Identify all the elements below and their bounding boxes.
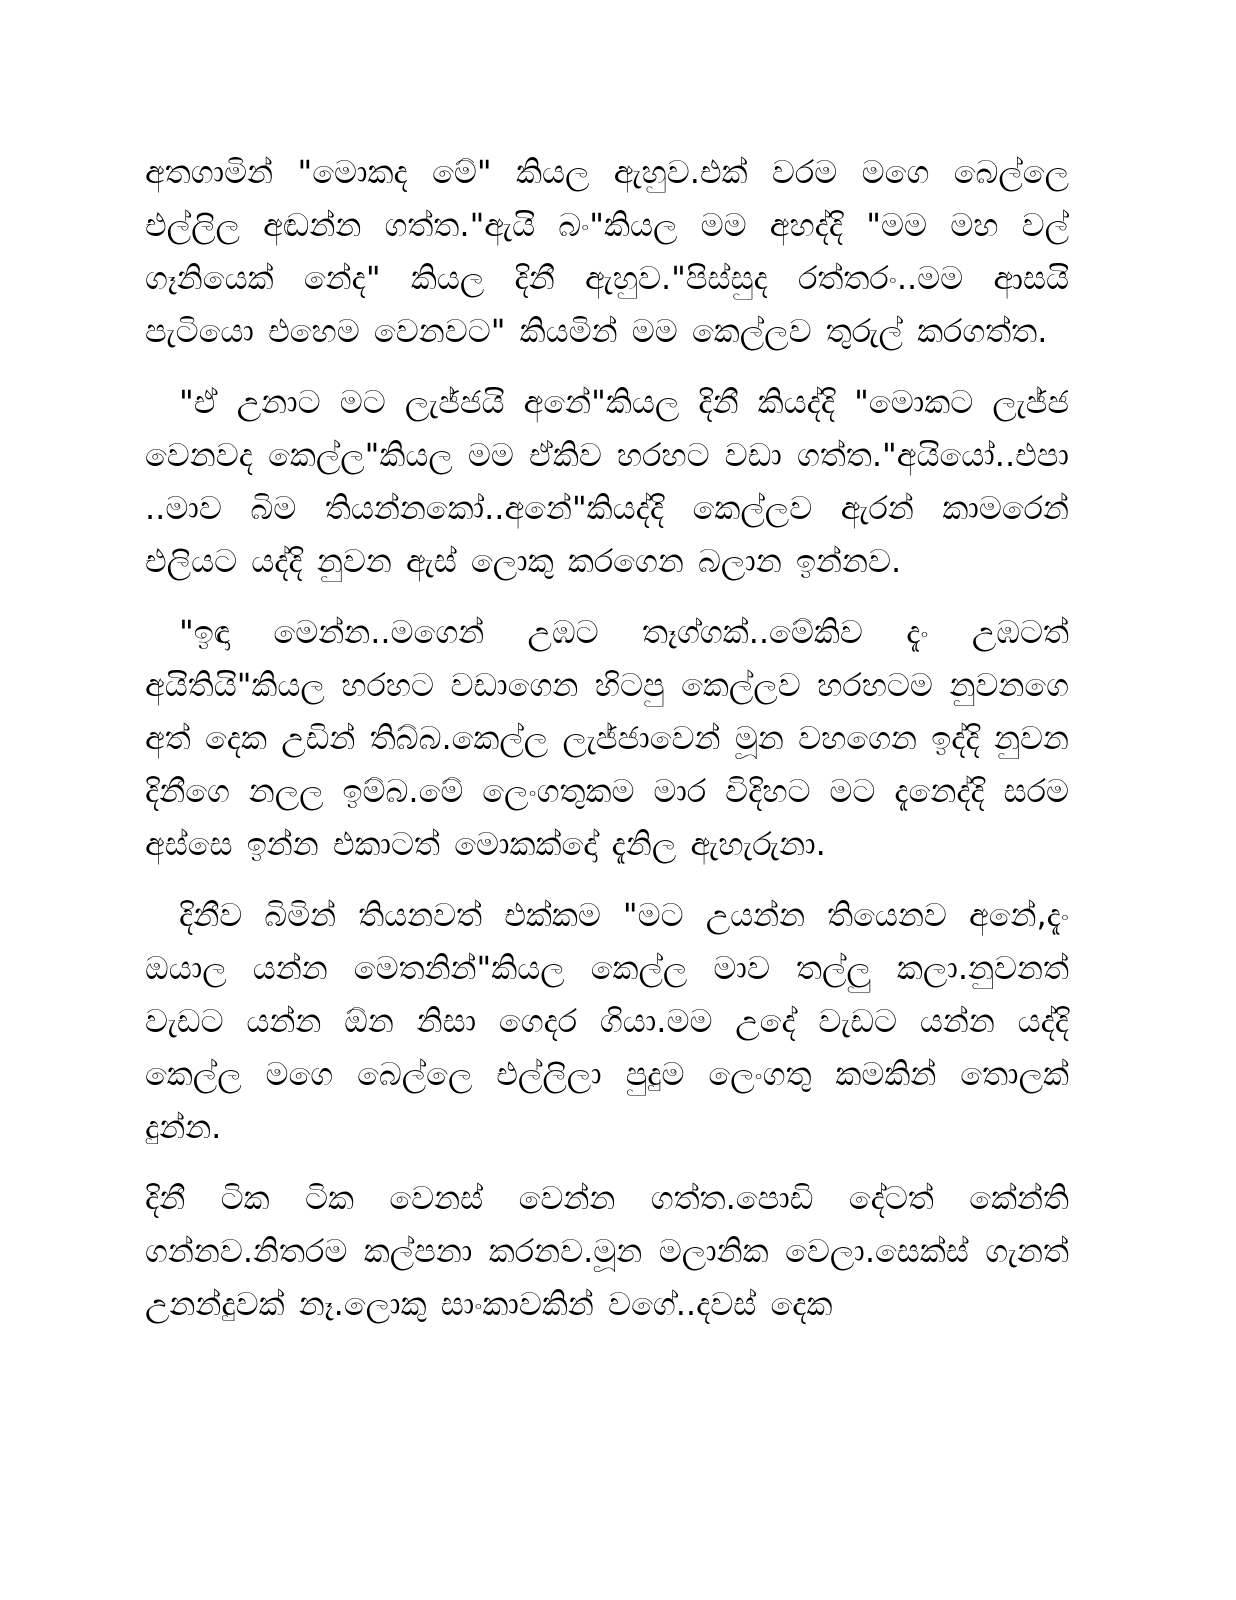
paragraph-3: "ඉඳා මෙන්න..මගෙන් උඹට තෑග්ගක්..මේකිව දැං උඹටත් අයිතියි"කියල හරහට වඩාගෙන හිටපු කෙල්ලව හරහටම නුවනගෙ අත් දෙක උඩින් තිබ්බ.කෙල්ල ලැජ්ජාවෙන් මූන වහගෙන ඉද්දි නුවන දිනීගෙ නලල ඉම්බ.මේ ලෙංගතුකම මාර විදිහට මට දැනෙද්දි සරම අස්සෙ ඉන්න එකාටත් මොකක්දෝ දැනිල ඇහැරුනා. [145, 613, 1069, 863]
paragraph-1: අතගාමින් "මොකද මේ" කියල ඇහුව.එක් වරම මගෙ බෙල්ලෙ එල්ලිල අඬන්න ගත්ත."ඇයි බං"කියල මම අහද්දි "මම මහ වල් ගෑනියෙක් නේද" කියල දිනී ඇහුව."පිස්සුද රත්තරං..මම ආසයි පැටියො එහෙම වෙනවට" කියමින් මම කෙල්ලව තුරුල් කරගත්ත. [145, 153, 1069, 350]
paragraph-2: "ඒ උනාට මට ලැජ්ජයි අනේ"කියල දිනී කියද්දි "මොකට ලැජ්ජ වෙනවද කෙල්ල"කියල මම ඒකිව හරහට වඩා ගත්ත."අයියෝ..එපා ..මාව බිම තියන්නකෝ..අනේ"කියද්දි කෙල්ලව ඇරන් කාමරෙන් එලියට යද්දි නුවන ඇස් ලොකු කරගෙන බලාන ඉන්නව. [145, 383, 1069, 580]
paragraph-4: දිනීව බිමින් තියනවත් එක්කම "මට උයන්න තියෙනව අනේ,දැං ඔයාල යන්න මෙතනින්"කියල කෙල්ල මාව තල්ලු කලා.නුවනත් වැඩට යන්න ඕන නිසා ගෙදර ගියා.මම උදේ වැඩට යන්න යද්දි කෙල්ල මගෙ බෙල්ලෙ එල්ලිලා පුදුම ලෙංගතු කමකින් තොලක් දුන්න. [145, 896, 1069, 1146]
paragraph-5: දිනී ටික ටික වෙනස් වෙන්න ගත්ත.පොඩි දේටත් කේන්ති ගන්නව.නිතරම කල්පනා කරනව.මූන මලානික වෙලා.සෙක්ස් ගැනත් උනන්දුවක් නෑ.ලොකු සාංකාවකින් වගේ..දවස් දෙක [145, 1179, 1069, 1323]
body-text [145, 146, 1069, 1331]
